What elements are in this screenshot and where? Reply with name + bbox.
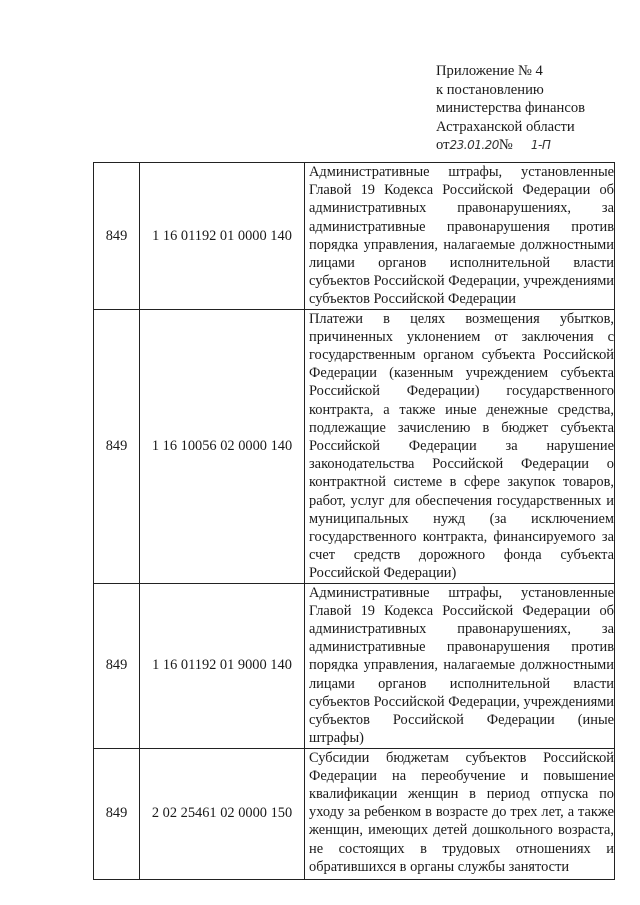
table-row [94,583,615,748]
description-cell [305,583,615,748]
admin-code-cell: 849 [94,748,140,879]
handwritten-number: 1-П [530,138,551,153]
description-cell [305,163,615,310]
appendix-header [436,62,636,155]
description-text: Административные штрафы, установленные Главой 19 Кодекса Российской Федерации об административных правонарушениях, за административные правонарушения против порядка управления, налагаемые должностными лицами органов исполнительной власти субъектов Российской Федерации, учреждениями субъектов Российской Федерации [309,164,614,308]
description-text: Платежи в целях возмещения убытков, причиненных уклонением от заключения с государственным органом субъекта Российской Федерации (казенным учреждением субъекта Российской Федерации) государственного контракта, а также иные денежные средства, подлежащие зачислению в бюджет субъекта Российской Федерации за нарушение законодательства Российской Федерации о контрактной системе в сфере закупок товаров, работ, услуг для обеспечения государственных и муниципальных нужд (за исключением государственного контракта, финансируемого за счет средств дорожного фонда субъекта Российской Федерации) [309,310,614,582]
budget-codes-table [93,162,615,880]
description-cell [305,748,615,879]
number-sign: № [498,137,513,154]
admin-code-cell: 849 [94,163,140,310]
description-cell [305,309,615,583]
table-row [94,309,615,583]
kbk-cell: 2 02 25461 02 0000 150 [140,748,305,879]
table-row [94,748,615,879]
header-date-line [436,136,636,155]
table-row [94,163,615,310]
kbk-cell: 1 16 01192 01 0000 140 [140,163,305,310]
admin-code-cell: 849 [94,583,140,748]
admin-code-cell: 849 [94,309,140,583]
description-text: Административные штрафы, установленные Главой 19 Кодекса Российской Федерации об административных правонарушениях, за административные правонарушения против порядка управления, налагаемые должностными лицами органов исполнительной власти субъектов Российской Федерации, учреждениями субъектов Российской Федерации (иные штрафы) [309,584,614,747]
handwritten-date: 23.01.20 [449,138,499,153]
header-line-region: Астраханской области [436,118,575,135]
kbk-cell: 1 16 10056 02 0000 140 [140,309,305,583]
kbk-cell: 1 16 01192 01 9000 140 [140,583,305,748]
date-prefix: от [436,137,450,154]
description-text: Субсидии бюджетам субъектов Российской Федерации на переобучение и повышение квалификации женщин в период отпуска по уходу за ребенком в возрасте до трех лет, а также женщин, имеющих детей дошкольного возраста, не состоящих в трудовых отношениях и обратившихся в органы службы занятости [309,749,614,875]
header-line-resolution: к постановлению [436,81,544,98]
header-line-ministry: министерства финансов [436,100,586,117]
header-line-appendix: Приложение № 4 [436,63,543,79]
